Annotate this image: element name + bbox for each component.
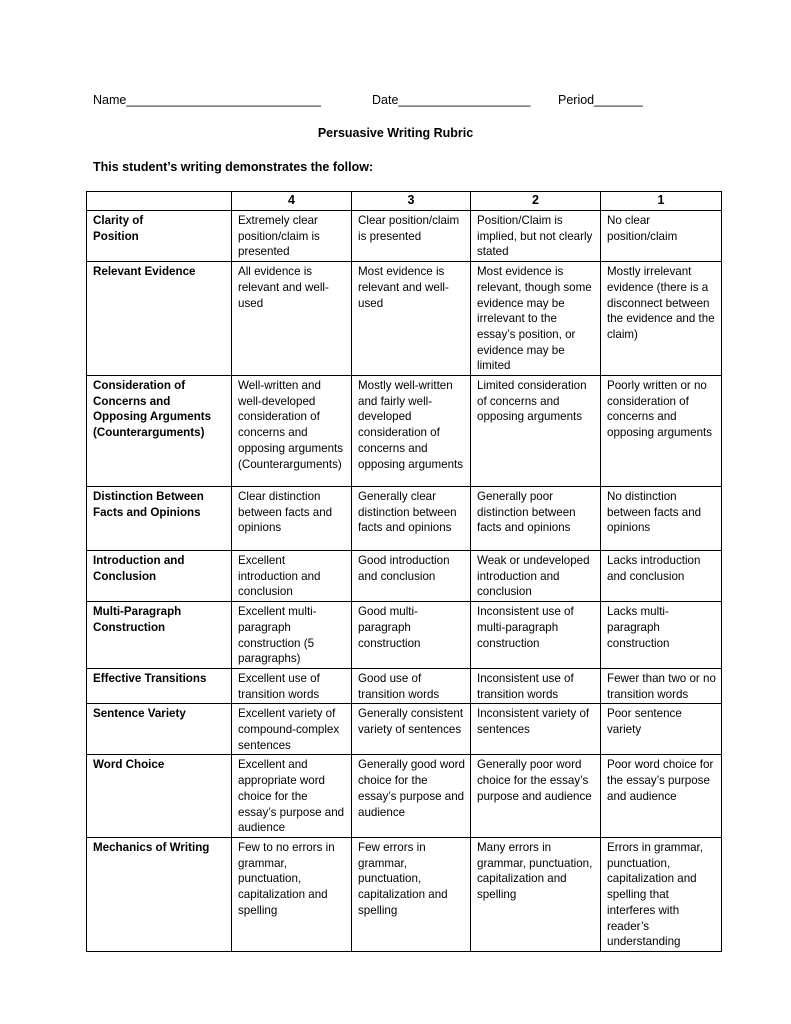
score-cell: Inconsistent use of transition words [471,668,601,703]
table-row [87,211,722,262]
score-cell: Fewer than two or no transition words [601,668,722,703]
score-cell: Clear distinction between facts and opinions [232,487,352,551]
score-cell: Poor word choice for the essay’s purpose and audience [601,755,722,838]
score-cell: Good use of transition words [352,668,471,703]
table-row [87,704,722,755]
intro-text: This student’s writing demonstrates the follow: [93,160,374,174]
column-header: 4 [232,192,352,211]
score-cell: Many errors in grammar, punctuation, capitalization and spelling [471,837,601,951]
score-cell: Most evidence is relevant, though some evidence may be irrelevant to the essay’s position, or evidence may be limited [471,262,601,376]
table-row [87,668,722,703]
score-cell: Lacks introduction and conclusion [601,551,722,602]
score-cell: Inconsistent use of multi-paragraph construction [471,602,601,669]
period-field: Period_______ [558,93,643,107]
criterion-cell: Relevant Evidence [87,262,232,376]
rubric-table [86,191,722,952]
criterion-cell: Consideration of Concerns and Opposing Arguments (Counterarguments) [87,376,232,487]
score-cell: Position/Claim is implied, but not clearly stated [471,211,601,262]
score-cell: Poor sentence variety [601,704,722,755]
table-row [87,837,722,951]
criterion-cell: Multi-Paragraph Construction [87,602,232,669]
score-cell: Limited consideration of concerns and opposing arguments [471,376,601,487]
score-cell: Generally good word choice for the essay’s purpose and audience [352,755,471,838]
score-cell: Excellent introduction and conclusion [232,551,352,602]
score-cell: Extremely clear position/claim is presented [232,211,352,262]
criterion-cell: Introduction and Conclusion [87,551,232,602]
score-cell: Generally consistent variety of sentences [352,704,471,755]
score-cell: Generally poor word choice for the essay’s purpose and audience [471,755,601,838]
header-fields [93,93,791,111]
table-row [87,602,722,669]
score-cell: Generally clear distinction between facts and opinions [352,487,471,551]
score-cell: Generally poor distinction between facts and opinions [471,487,601,551]
criterion-cell: Clarity of Position [87,211,232,262]
score-cell: No clear position/claim [601,211,722,262]
header-row [87,192,722,211]
score-cell: No distinction between facts and opinions [601,487,722,551]
score-cell: Excellent and appropriate word choice for the essay’s purpose and audience [232,755,352,838]
score-cell: All evidence is relevant and well-used [232,262,352,376]
column-header [87,192,232,211]
score-cell: Good introduction and conclusion [352,551,471,602]
score-cell: Few errors in grammar, punctuation, capitalization and spelling [352,837,471,951]
criterion-cell: Mechanics of Writing [87,837,232,951]
criterion-cell: Sentence Variety [87,704,232,755]
score-cell: Excellent multi-paragraph construction (5 paragraphs) [232,602,352,669]
column-header: 1 [601,192,722,211]
table-row [87,376,722,487]
score-cell: Few to no errors in grammar, punctuation, capitalization and spelling [232,837,352,951]
rubric-body [87,211,722,952]
table-row [87,487,722,551]
score-cell: Errors in grammar, punctuation, capitalization and spelling that interferes with reader’s understanding [601,837,722,951]
score-cell: Poorly written or no consideration of concerns and opposing arguments [601,376,722,487]
criterion-cell: Distinction Between Facts and Opinions [87,487,232,551]
column-header: 3 [352,192,471,211]
score-cell: Good multi-paragraph construction [352,602,471,669]
score-cell: Clear position/claim is presented [352,211,471,262]
score-cell: Lacks multi-paragraph construction [601,602,722,669]
score-cell: Well-written and well-developed consideration of concerns and opposing arguments (Counterarguments) [232,376,352,487]
score-cell: Mostly irrelevant evidence (there is a disconnect between the evidence and the claim) [601,262,722,376]
score-cell: Excellent use of transition words [232,668,352,703]
score-cell: Excellent variety of compound-complex sentences [232,704,352,755]
date-field: Date___________________ [372,93,531,107]
table-row [87,262,722,376]
column-header: 2 [471,192,601,211]
criterion-cell: Word Choice [87,755,232,838]
table-row [87,755,722,838]
score-cell: Inconsistent variety of sentences [471,704,601,755]
score-cell: Most evidence is relevant and well-used [352,262,471,376]
page-title: Persuasive Writing Rubric [317,126,474,140]
table-row [87,551,722,602]
score-cell: Weak or undeveloped introduction and conclusion [471,551,601,602]
name-field: Name____________________________ [93,93,321,107]
criterion-cell: Effective Transitions [87,668,232,703]
score-cell: Mostly well-written and fairly well-developed consideration of concerns and opposing arguments [352,376,471,487]
